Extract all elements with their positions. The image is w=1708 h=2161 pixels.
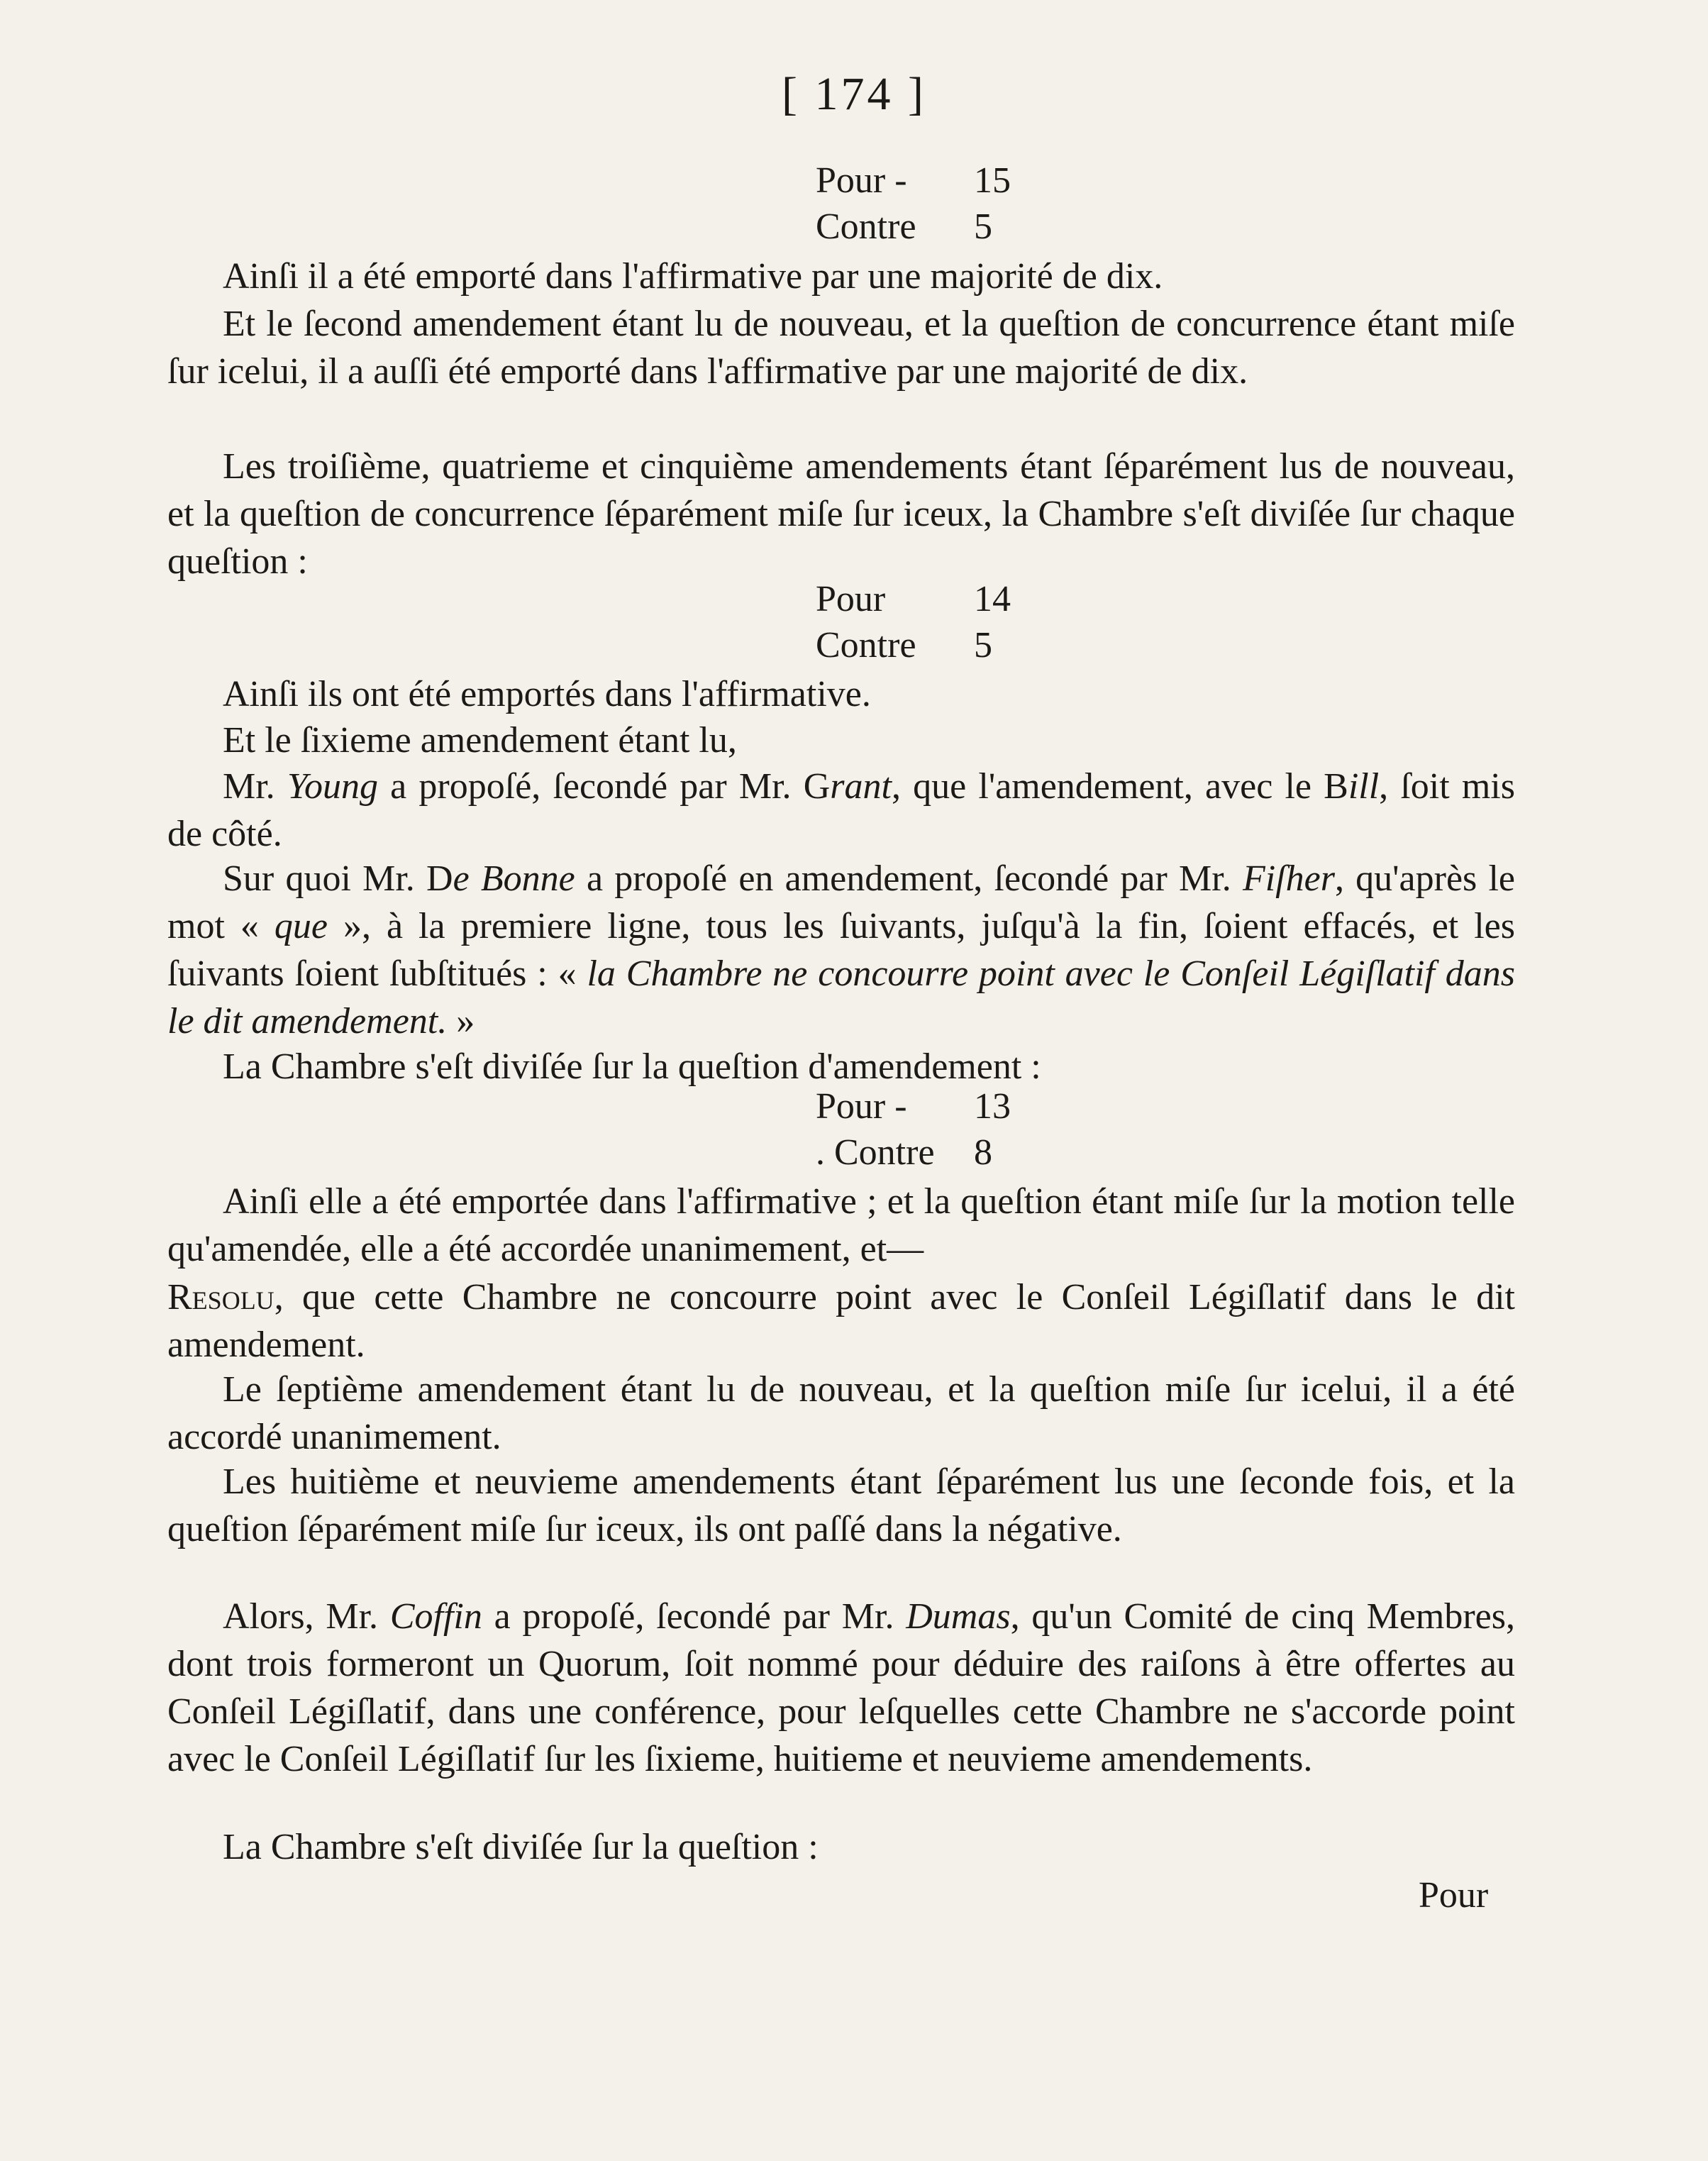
tally-1-pour-value: 15 — [974, 160, 1011, 201]
catchword: Pour — [1419, 1875, 1489, 1916]
paragraph-13 — [167, 1593, 1515, 1783]
paragraph-1: Ainſi il a été emporté dans l'affirmative par une majorité de dix. — [223, 256, 1163, 297]
paragraph-7 — [167, 855, 1515, 1045]
p7-e: , qu'après le mot « — [167, 858, 1516, 946]
resolu-label: Resolu — [167, 1277, 274, 1317]
p6-bill: ill — [1348, 766, 1380, 807]
p6-name-young: Young — [287, 766, 379, 807]
p13-a: Alors, Mr. — [223, 1596, 390, 1637]
paragraph-14: La Chambre s'eſt diviſée ſur la queſtion : — [223, 1827, 819, 1867]
p6-name-grant: rant — [830, 766, 892, 807]
p13-name-coffin: Coffin — [389, 1596, 482, 1637]
page-number: [ 174 ] — [782, 68, 926, 120]
paragraph-5: Et le ſixieme amendement étant lu, — [223, 720, 737, 761]
p7-i: » — [447, 1001, 475, 1041]
tally-2-contre-value: 5 — [974, 625, 992, 665]
tally-3-contre-label: . Contre — [816, 1132, 935, 1173]
paragraph-12: Les huitième et neuvieme amendements étant ſéparément lus une ſeconde fois, et la queſtion ſéparément miſe ſur iceux, ils ont paſſé dans la négative. — [167, 1461, 1515, 1549]
p7-name-fisher: Fiſher — [1242, 858, 1335, 899]
tally-2-pour — [816, 578, 1011, 620]
p7-word-que: que — [274, 906, 328, 946]
p6-c: a propoſé, ſecondé par Mr. G — [378, 766, 831, 807]
p13-name-dumas: Dumas — [906, 1596, 1011, 1637]
p13-c: a propoſé, ſecondé par Mr. — [482, 1596, 906, 1637]
paragraph-8: La Chambre s'eſt diviſée ſur la queſtion d'amendement : — [223, 1046, 1041, 1087]
paragraph-4: Ainſi ils ont été emportés dans l'affirmative. — [223, 674, 871, 714]
tally-3-pour — [816, 1085, 1011, 1127]
tally-2-contre — [816, 624, 992, 666]
tally-3-contre-value: 8 — [974, 1132, 992, 1173]
p10-rest: , que cette Chambre ne concourre point avec le Conſeil Légiſlatif dans le dit amendement. — [167, 1277, 1515, 1365]
tally-1-contre-value: 5 — [974, 206, 992, 247]
tally-1-pour — [816, 160, 1011, 201]
p7-a: Sur quoi Mr. D — [223, 858, 453, 899]
p6-e: , que l'amendement, avec le B — [891, 766, 1348, 807]
tally-3-contre — [816, 1132, 992, 1173]
tally-2-contre-label: Contre — [816, 625, 916, 665]
tally-1-pour-label: Pour - — [816, 160, 907, 201]
p7-quotation: la Chambre ne concourre point avec le Conſeil Légiſlatif dans le dit amendement. — [167, 954, 1515, 1041]
p7-c: a propoſé en amendement, ſecondé par Mr. — [575, 858, 1243, 899]
paragraph-3: Les troiſième, quatrieme et cinquième amendements étant ſéparément lus de nouveau, et la queſtion de concurrence ſéparément miſe ſur iceux, la Chambre s'eſt diviſée ſur chaque queſtion : — [167, 446, 1515, 582]
tally-2-pour-label: Pour — [816, 579, 886, 619]
p7-name-debonne: e Bonne — [453, 858, 575, 899]
paragraph-2: Et le ſecond amendement étant lu de nouveau, et la queſtion de concurrence étant miſe ſur icelui, il a auſſi été emporté dans l'affirmative par une majorité de dix. — [167, 304, 1515, 392]
p6-a: Mr. — [223, 766, 287, 807]
tally-3-pour-label: Pour - — [816, 1086, 907, 1127]
tally-1-contre — [816, 206, 992, 248]
tally-1-contre-label: Contre — [816, 206, 916, 247]
paragraph-9: Ainſi elle a été emportée dans l'affirmative ; et la queſtion étant miſe ſur la motion telle qu'amendée, elle a été accordée unanimement, et— — [167, 1181, 1515, 1269]
p6-g: , ſoit mis de côté. — [167, 766, 1515, 854]
tally-2-pour-value: 14 — [974, 579, 1011, 619]
p7-g: », à la premiere ligne, tous les ſuivants, juſqu'à la fin, ſoient effacés, et les ſuivants ſoient ſubſtitués : « — [167, 906, 1515, 994]
paragraph-10-resolution — [167, 1273, 1515, 1369]
paragraph-11: Le ſeptième amendement étant lu de nouveau, et la queſtion miſe ſur icelui, il a été accordé unanimement. — [167, 1369, 1515, 1457]
tally-3-pour-value: 13 — [974, 1086, 1011, 1127]
paragraph-6 — [167, 763, 1515, 858]
p13-e: , qu'un Comité de cinq Membres, dont trois formeront un Quorum, ſoit nommé pour déduire des raiſons à être offertes au Conſeil Légiſlatif, dans une conférence, pour leſquelles cette Chambre ne s'accorde point avec le Conſeil Légiſlatif ſur les ſixieme, huitieme et neuvieme amendements. — [167, 1596, 1515, 1779]
